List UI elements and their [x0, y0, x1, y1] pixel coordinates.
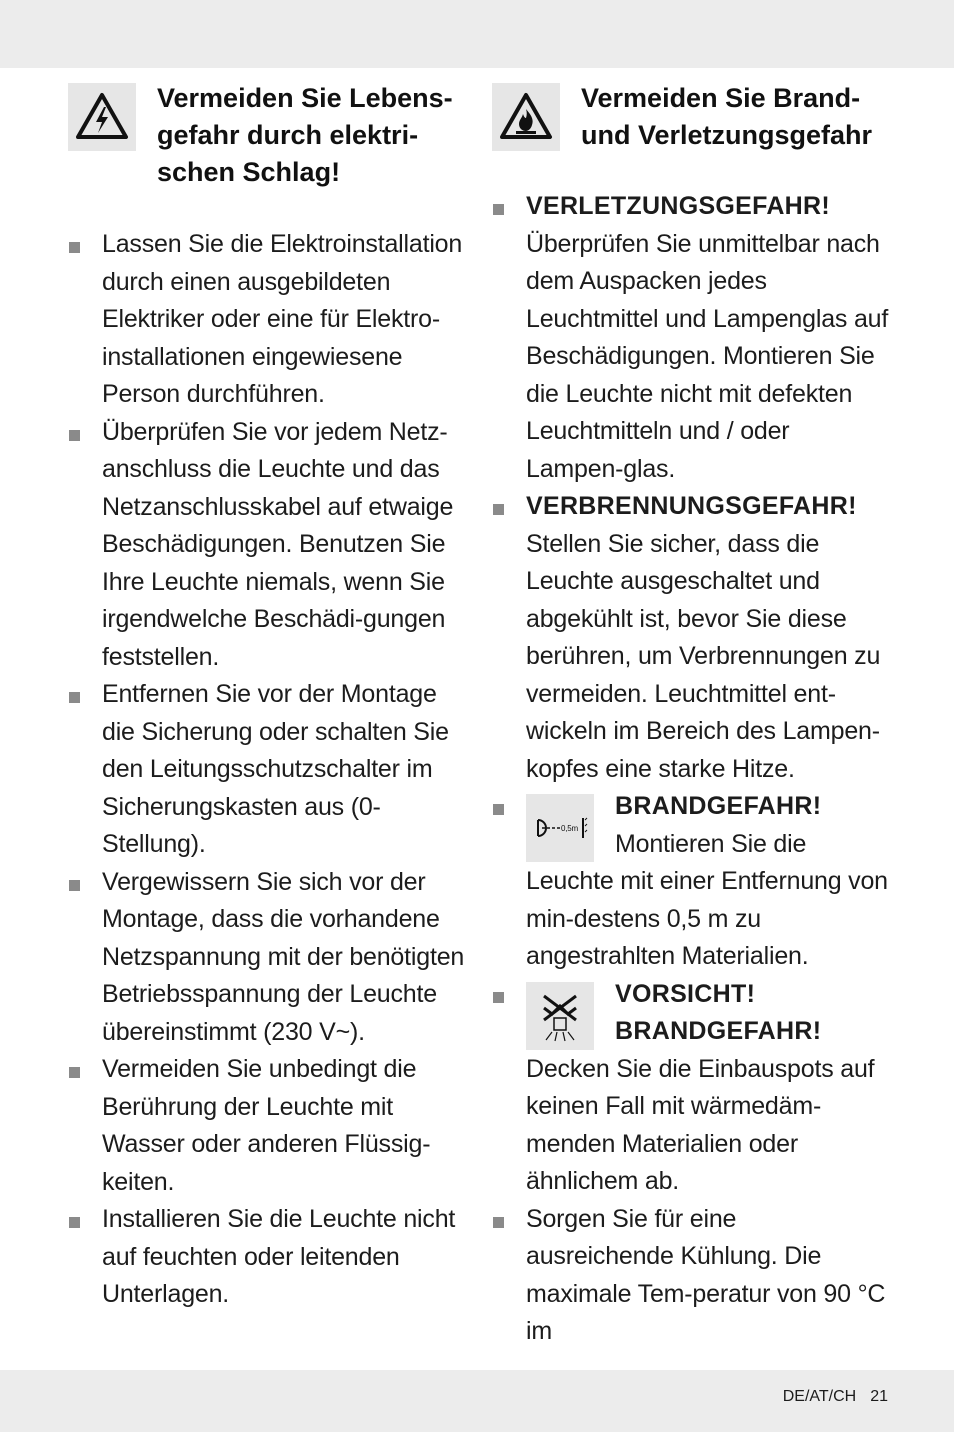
list-item-text: Überprüfen Sie vor jedem Netz-anschluss die Leuchte und das Netzanschlusskabel auf etwaige Beschädigungen. Benutzen Sie Ihre Leuchte niemals, wenn Sie irgendwelche Beschädi-gungen feststellen.: [102, 417, 454, 671]
distance-label: 0,5m: [561, 824, 578, 833]
bullet-square-icon: [493, 804, 504, 815]
list-item: [66, 226, 466, 414]
bullet-square-icon: [493, 204, 504, 215]
list-item-text: Decken Sie die Einbauspots auf keinen Fall mit wärmedäm-menden Materialien oder ähnlichem ab.: [526, 1054, 875, 1195]
left-column: [66, 80, 466, 1314]
right-column: [490, 80, 890, 1351]
list-item-text: Sorgen Sie für eine ausreichende Kühlung. Die maximale Tem-peratur von 90 °C im: [526, 1204, 886, 1345]
list-item-text: Lassen Sie die Elektroinstallation durch einen ausgebildeten Elektriker oder eine für Elektro-installationen eingewiesene Person durchführen.: [102, 230, 463, 408]
bullet-square-icon: [493, 504, 504, 515]
bullet-square-icon: [493, 992, 504, 1003]
no-insulation-cover-icon: [526, 982, 594, 1050]
footer-locale: DE/AT/CH: [782, 1388, 857, 1405]
bullet-square-icon: [69, 1067, 80, 1078]
list-item: [66, 1051, 466, 1201]
bullet-square-icon: [69, 242, 80, 253]
list-item-heading: VERBRENNUNGSGEFAHR!: [526, 492, 857, 520]
bullet-square-icon: [69, 1217, 80, 1228]
list-item-text: Vergewissern Sie sich vor der Montage, dass die vorhandene Netzspannung mit der benötigten Betriebsspannung der Leuchte übereinstimmt (230 V~).: [102, 867, 465, 1046]
bullet-square-icon: [493, 1217, 504, 1228]
list-item-heading: VERLETZUNGSGEFAHR!: [526, 192, 831, 220]
fire-hazard-icon: [492, 83, 560, 151]
right-section-title: Vermeiden Sie Brand- und Verletzungsgefahr: [581, 83, 873, 150]
list-item: [66, 676, 466, 864]
bullet-square-icon: [69, 692, 80, 703]
left-item-list: [66, 226, 466, 1314]
right-item-list: [490, 188, 890, 1351]
list-item: [490, 788, 890, 976]
list-item: [66, 864, 466, 1052]
page-number: 21: [870, 1388, 888, 1405]
list-item-text: Installieren Sie die Leuchte nicht auf feuchten oder leitenden Unterlagen.: [102, 1205, 456, 1308]
electric-hazard-icon: [68, 83, 136, 151]
list-item-heading: BRANDGEFAHR!: [615, 792, 822, 820]
list-item: [490, 488, 890, 788]
list-item-text: Entfernen Sie vor der Montage die Sicherung oder schalten Sie den Leitungsschutzschalter im Sicherungskasten aus (0-Stellung).: [102, 680, 449, 858]
list-item: [66, 414, 466, 677]
list-item-text: Überprüfen Sie unmittelbar nach dem Auspacken jedes Leuchtmittel und Lampenglas auf Beschädigungen. Montieren Sie die Leuchte nicht mit defekten Leuchtmitteln und / oder Lampen-glas.: [526, 229, 889, 483]
list-item-text: Montieren Sie die Leuchte mit einer Entfernung von min-destens 0,5 m zu angestrahlten Materialien.: [526, 829, 888, 970]
right-section-header: [490, 80, 890, 188]
left-section-header: [66, 80, 466, 188]
list-item: [490, 1201, 890, 1351]
list-item-text: Stellen Sie sicher, dass die Leuchte ausgeschaltet und abgekühlt ist, bevor Sie diese berühren, um Verbrennungen zu vermeiden. Leuchtmittel ent-wickeln im Bereich des Lampen-kopfes eine starke Hitze.: [526, 529, 881, 783]
bullet-square-icon: [69, 430, 80, 441]
bullet-square-icon: [69, 880, 80, 891]
list-item-text: Vermeiden Sie unbedingt die Berührung der Leuchte mit Wasser oder anderen Flüssig-keiten.: [102, 1055, 431, 1196]
distance-0-5m-icon: [526, 794, 594, 862]
list-item: [490, 188, 890, 488]
list-item-heading: VORSICHT! BRANDGEFAHR!: [615, 979, 822, 1045]
top-band: [0, 0, 954, 68]
page-footer: [783, 1388, 888, 1406]
list-item: [66, 1201, 466, 1314]
list-item: [490, 976, 890, 1201]
left-section-title: Vermeiden Sie Lebens- gefahr durch elektri- schen Schlag!: [157, 83, 453, 187]
